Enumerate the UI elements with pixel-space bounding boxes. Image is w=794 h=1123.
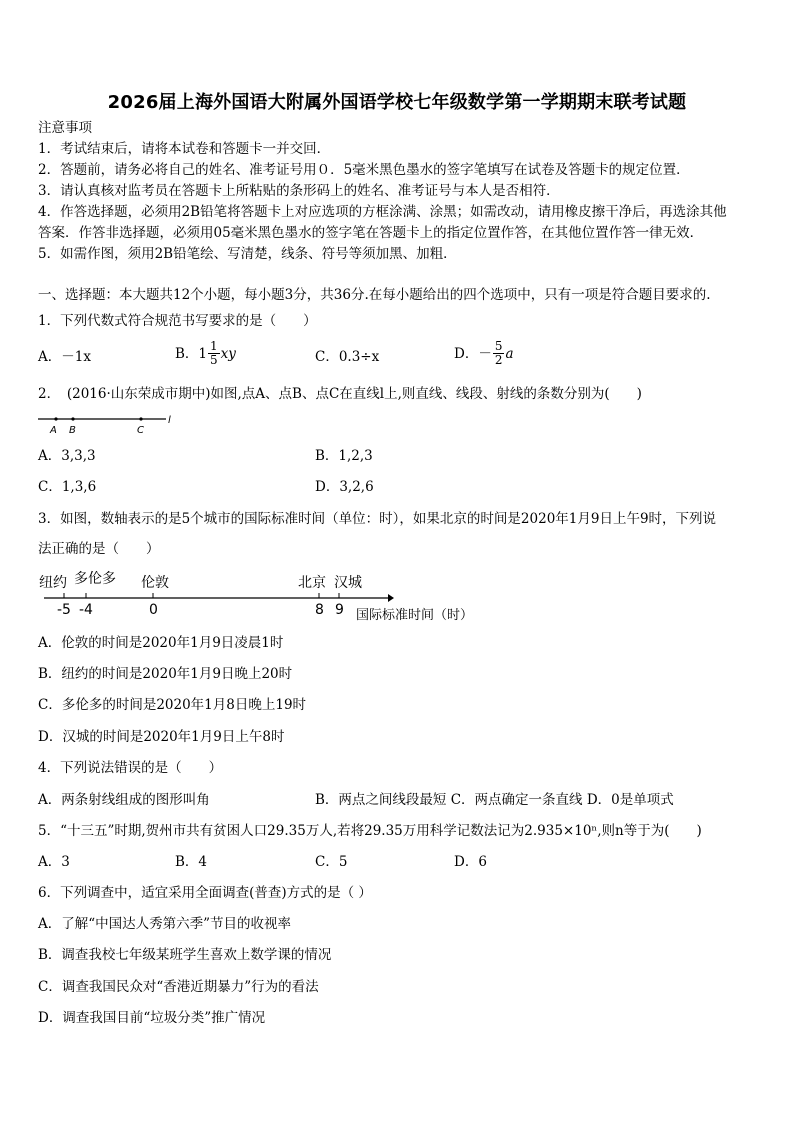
tick-8: 8 bbox=[315, 602, 324, 618]
q2-option-c: C．1,3,6 bbox=[38, 479, 97, 495]
point-c-label: C bbox=[137, 425, 144, 436]
section-heading: 一、选择题：本大题共12个小题，每小题3分，共36分.在每小题给出的四个选项中，只有一项是符合题目要求的. bbox=[38, 287, 711, 303]
tick-neg4: -4 bbox=[79, 602, 93, 618]
q6-option-a: A．了解“中国达人秀第六季”节目的收视率 bbox=[38, 916, 292, 932]
city-beijing: 北京 bbox=[298, 575, 326, 591]
q3-option-d: D．汉城的时间是2020年1月9日上午8时 bbox=[38, 729, 285, 745]
line-l-label: l bbox=[168, 415, 171, 426]
q5-option-c: C．5 bbox=[315, 854, 348, 870]
q3-option-b: B．纽约的时间是2020年1月9日晚上20时 bbox=[38, 666, 293, 682]
notice-item-4-cont: 答案．作答非选择题，必须用05毫米黑色墨水的签字笔在答题卡上的指定位置作答，在其他位置作答一律无效． bbox=[38, 225, 704, 241]
q2-option-a: A．3,3,3 bbox=[38, 448, 96, 464]
axis-label: 国际标准时间（时） bbox=[356, 608, 474, 623]
notice-item-4: 4．作答选择题，必须用2B铅笔将答题卡上对应选项的方框涂满、涂黑；如需改动，请用橡皮擦干净后，再选涂其他 bbox=[38, 204, 727, 220]
point-a-label: A bbox=[50, 425, 57, 436]
q3-number-line bbox=[36, 566, 496, 628]
tick-0: 0 bbox=[149, 602, 158, 618]
notice-heading: 注意事项 bbox=[38, 120, 92, 136]
tick-neg5: -5 bbox=[57, 602, 71, 618]
city-london: 伦敦 bbox=[141, 575, 169, 591]
q5-option-a: A．3 bbox=[38, 854, 70, 870]
q3-option-c: C．多伦多的时间是2020年1月8日晚上19时 bbox=[38, 697, 307, 713]
q3-option-a: A．伦敦的时间是2020年1月9日凌晨1时 bbox=[38, 635, 284, 651]
q6-option-b: B．调查我校七年级某班学生喜欢上数学课的情况 bbox=[38, 947, 332, 963]
q5-option-b: B．4 bbox=[175, 854, 208, 870]
page-title: 2026届上海外国语大附属外国语学校七年级数学第一学期期末联考试题 bbox=[107, 92, 687, 113]
q6-option-c: C．调查我国民众对“香港近期暴力”行为的看法 bbox=[38, 979, 319, 995]
q2-line-figure bbox=[36, 410, 186, 438]
q1-option-a: A．－1x bbox=[38, 349, 91, 365]
notice-item-3: 3．请认真核对监考员在答题卡上所粘贴的条形码上的姓名、准考证号与本人是否相符． bbox=[38, 183, 560, 199]
q5-stem: 5．“十三五”时期,贺州市共有贫困人口29.35万人,若将29.35万用科学记数法记为2.935×10ⁿ,则n等于为( ) bbox=[38, 823, 702, 839]
city-seoul: 汉城 bbox=[334, 575, 362, 591]
q5-option-d: D．6 bbox=[454, 854, 487, 870]
q1-option-c: C．0.3÷x bbox=[315, 349, 380, 365]
q3-stem-line2: 法正确的是（ ） bbox=[38, 541, 160, 557]
q6-option-d: D．调查我国目前“垃圾分类”推广情况 bbox=[38, 1010, 266, 1026]
q2-option-b: B．1,2,3 bbox=[315, 448, 373, 464]
q4-option-a: A．两条射线组成的图形叫角 bbox=[38, 792, 210, 808]
city-newyork: 纽约 bbox=[39, 575, 67, 591]
q3-stem-line1: 3．如图，数轴表示的是5个城市的国际标准时间（单位：时），如果北京的时间是2020年1月9日上午9时，下列说 bbox=[38, 511, 717, 527]
point-b-label: B bbox=[69, 425, 76, 436]
city-toronto: 多伦多 bbox=[74, 571, 116, 587]
q1-option-d: D．－ $\frac{5}{2}$ a bbox=[454, 339, 514, 367]
q6-stem: 6．下列调查中，适宜采用全面调查(普查)方式的是（ ） bbox=[38, 885, 372, 901]
notice-item-2: 2．答题前，请务必将自己的姓名、准考证号用０．5毫米黑色墨水的签字笔填写在试卷及答题卡的规定位置． bbox=[38, 162, 690, 178]
q4-options-bcd: B．两点之间线段最短 C．两点确定一条直线 D．0是单项式 bbox=[315, 792, 674, 808]
notice-item-1: 1．考试结束后，请将本试卷和答题卡一并交回． bbox=[38, 141, 331, 157]
notice-item-5: 5．如需作图，须用2B铅笔绘、写清楚，线条、符号等须加黑、加粗． bbox=[38, 246, 457, 262]
q2-option-d: D．3,2,6 bbox=[315, 479, 374, 495]
q1-option-b: B．1 $\frac{1}{5}$ xy bbox=[175, 339, 236, 367]
q1-stem: 1．下列代数式符合规范书写要求的是（ ） bbox=[38, 313, 317, 329]
q2-stem: 2． (2016·山东荣成市期中)如图,点A、点B、点C在直线l上,则直线、线段、射线的条数分别为( ) bbox=[38, 386, 642, 402]
q4-stem: 4．下列说法错误的是（ ） bbox=[38, 760, 223, 776]
tick-9: 9 bbox=[335, 602, 344, 618]
